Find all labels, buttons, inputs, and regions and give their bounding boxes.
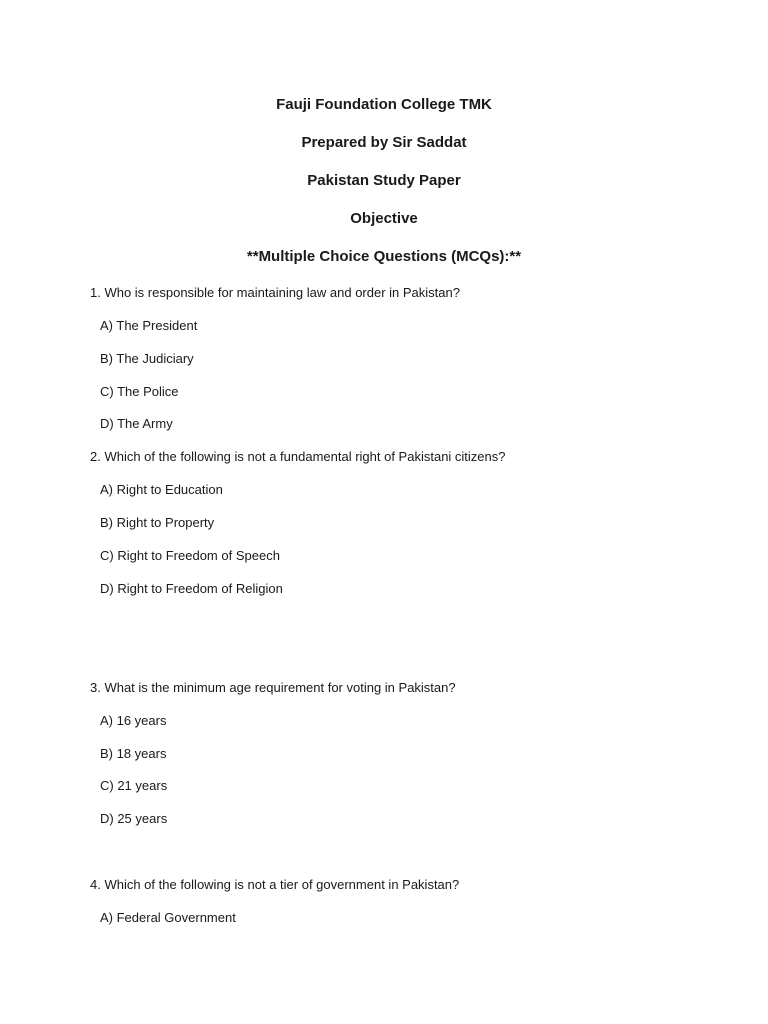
- question-2-option-b: B) Right to Property: [100, 515, 215, 530]
- college-name: Fauji Foundation College TMK: [276, 96, 492, 113]
- question-3-option-c: C) 21 years: [100, 778, 168, 793]
- prepared-by: Prepared by Sir Saddat: [301, 134, 467, 151]
- question-1-option-d: D) The Army: [100, 416, 173, 431]
- question-1-option-b: B) The Judiciary: [100, 351, 194, 366]
- question-3-option-b: B) 18 years: [100, 746, 167, 761]
- question-1-option-c: C) The Police: [100, 384, 179, 399]
- paper-title: Pakistan Study Paper: [307, 172, 461, 189]
- question-1: 1. Who is responsible for maintaining law and order in Pakistan?: [90, 285, 460, 300]
- section-mcqs: **Multiple Choice Questions (MCQs):**: [246, 248, 522, 265]
- question-3-option-a: A) 16 years: [100, 713, 167, 728]
- question-2-option-d: D) Right to Freedom of Religion: [100, 581, 283, 596]
- question-2: 2. Which of the following is not a fundamental right of Pakistani citizens?: [90, 449, 506, 464]
- question-3-option-d: D) 25 years: [100, 811, 168, 826]
- question-1-option-a: A) The President: [100, 318, 198, 333]
- question-4: 4. Which of the following is not a tier of government in Pakistan?: [90, 877, 460, 892]
- question-2-option-a: A) Right to Education: [100, 482, 223, 497]
- question-4-option-a: A) Federal Government: [100, 910, 236, 925]
- question-2-option-c: C) Right to Freedom of Speech: [100, 548, 280, 563]
- question-3: 3. What is the minimum age requirement for voting in Pakistan?: [90, 680, 456, 695]
- section-objective: Objective: [350, 210, 418, 227]
